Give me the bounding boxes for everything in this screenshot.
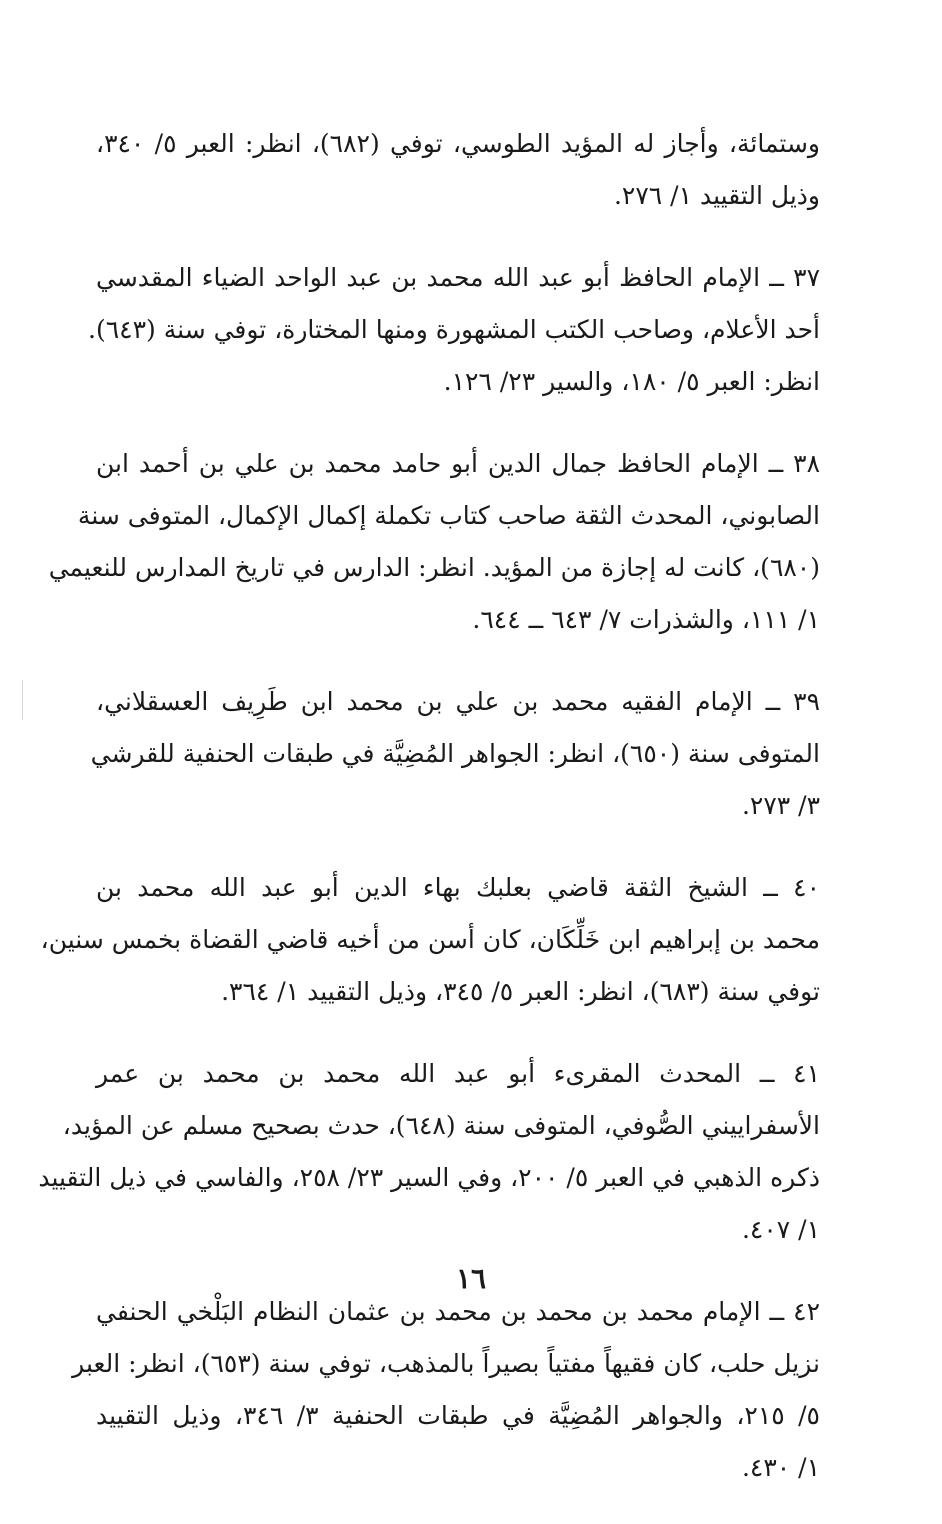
page-number: ١٦: [455, 1262, 487, 1295]
text-line: وذيل التقييد ١/ ٢٧٦.: [613, 181, 820, 210]
entry-37: [88, 252, 820, 408]
text-line: ٣٨ ــ الإمام الحافظ جمال الدين أبو حامد محمد بن علي بن أحمد ابن: [96, 449, 820, 478]
page-body: [38, 118, 820, 1524]
text-line: ٤٠ ــ الشيخ الثقة قاضي بعلبك بهاء الدين أبو عبد الله محمد بن: [96, 873, 820, 902]
text-line: ٣٧ ــ الإمام الحافظ أبو عبد الله محمد بن عبد الواحد الضياء المقدسي: [96, 263, 820, 292]
text-line: ١/ ٤٠٧.: [741, 1215, 820, 1244]
text-line: ١/ ٤٣٠.: [741, 1453, 820, 1482]
text-line: محمد بن إبراهيم ابن خَلِّكَان، كان أسن من أخيه قاضي القضاة بخمس سنين،: [40, 925, 820, 954]
entry-continuation: [96, 118, 820, 222]
text-line: ٤٢ ــ الإمام محمد بن محمد بن محمد بن عثمان النظام البَلْخي الحنفي: [96, 1297, 820, 1326]
text-line: نزيل حلب، كان فقيهاً مفتياً بصيراً بالمذهب، توفي سنة (٦٥٣)، انظر: العبر: [72, 1349, 820, 1378]
entry-42: [72, 1286, 820, 1494]
text-line: أحد الأعلام، وصاحب الكتب المشهورة ومنها المختارة، توفي سنة (٦٤٣).: [88, 315, 820, 344]
text-line: (٦٨٠)، كانت له إجازة من المؤيد. انظر: الدارس في تاريخ المدارس للنعيمي: [48, 553, 820, 582]
text-line: ٥/ ٢١٥، والجواهر المُضِيَّة في طبقات الحنفية ٣/ ٣٤٦، وذيل التقييد: [96, 1401, 820, 1430]
entry-41: [38, 1048, 820, 1256]
text-line: توفي سنة (٦٨٣)، انظر: العبر ٥/ ٣٤٥، وذيل التقييد ١/ ٣٦٤.: [221, 977, 820, 1006]
text-line: الصابوني، المحدث الثقة صاحب كتاب تكملة إكمال الإكمال، المتوفى سنة: [77, 501, 820, 530]
text-line: ٣٩ ــ الإمام الفقيه محمد بن علي بن محمد ابن طَرِيف العسقلاني،: [96, 687, 820, 716]
text-line: وستمائة، وأجاز له المؤيد الطوسي، توفي (٦٨٢)، انظر: العبر ٥/ ٣٤٠،: [96, 129, 820, 158]
text-line: الأسفراييني الصُّوفي، المتوفى سنة (٦٤٨)، حدث بصحيح مسلم عن المؤيد،: [62, 1111, 820, 1140]
entry-39: [90, 676, 820, 832]
text-line: ٣/ ٢٧٣.: [741, 791, 820, 820]
text-line: ١/ ١١١، والشذرات ٧/ ٦٤٣ ــ ٦٤٤.: [472, 605, 820, 634]
entry-40: [40, 862, 820, 1018]
scan-edge-mark: [22, 680, 23, 720]
text-line: ٤١ ــ المحدث المقرىء أبو عبد الله محمد بن محمد بن عمر: [96, 1059, 820, 1088]
text-line: ذكره الذهبي في العبر ٥/ ٢٠٠، وفي السير ٢٣/ ٢٥٨، والفاسي في ذيل التقييد: [38, 1163, 820, 1192]
entry-38: [48, 438, 820, 646]
text-line: انظر: العبر ٥/ ١٨٠، والسير ٢٣/ ١٢٦.: [443, 367, 820, 396]
text-line: المتوفى سنة (٦٥٠)، انظر: الجواهر المُضِيَّة في طبقات الحنفية للقرشي: [90, 739, 820, 768]
